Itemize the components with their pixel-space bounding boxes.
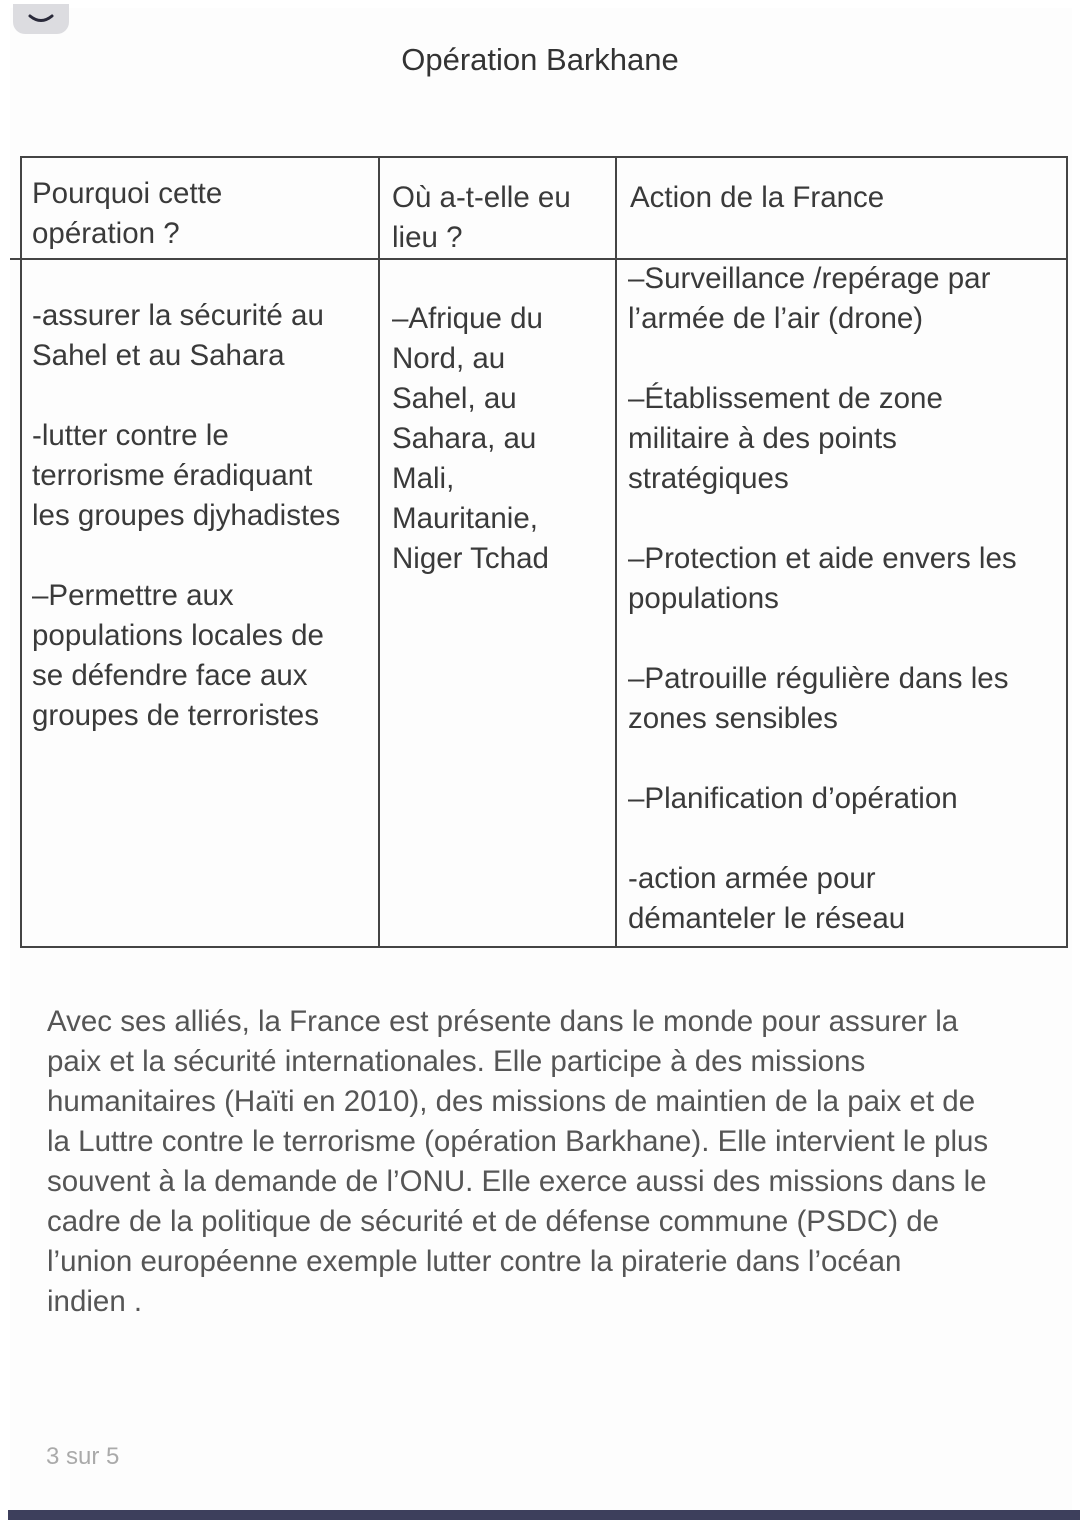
text-line: Mauritanie, — [392, 502, 538, 535]
column-divider — [378, 158, 380, 946]
text-line: -action armée pour — [628, 862, 876, 895]
text-line: Où a-t-elle eu — [392, 181, 571, 214]
cell-item — [630, 178, 884, 218]
paragraph-line: humanitaires (Haïti en 2010), des missions de maintien de la paix et de — [47, 1085, 976, 1118]
cell-item — [32, 174, 222, 254]
text-line: Niger Tchad — [392, 542, 549, 575]
header-where — [392, 178, 571, 258]
page-title: Opération Barkhane — [401, 42, 679, 77]
text-line: terrorisme éradiquant — [32, 459, 313, 492]
header-action — [630, 178, 884, 218]
text-line: Sahel et au Sahara — [32, 339, 285, 372]
text-line: populations — [628, 582, 779, 615]
cell-item — [628, 379, 1017, 499]
page-indicator: 3 sur 5 — [46, 1443, 120, 1470]
cell-item — [628, 659, 1017, 739]
text-line: populations locales de — [32, 619, 324, 652]
text-line: lieu ? — [392, 221, 463, 254]
text-line: stratégiques — [628, 462, 789, 495]
text-line: –Établissement de zone — [628, 382, 943, 415]
text-line: Pourquoi cette — [32, 177, 223, 210]
collapse-button[interactable] — [13, 4, 69, 34]
summary-paragraph — [47, 1002, 988, 1322]
text-line: Sahel, au — [392, 382, 517, 415]
cell-item — [628, 779, 1017, 819]
text-line: les groupes djyhadistes — [32, 499, 341, 532]
cell-item — [628, 259, 1017, 339]
paragraph-line: Avec ses alliés, la France est présente dans le monde pour assurer la — [47, 1005, 959, 1038]
text-line: opération ? — [32, 217, 180, 250]
header-why — [32, 174, 222, 254]
text-line: se défendre face aux — [32, 659, 308, 692]
text-line: Sahara, au — [392, 422, 537, 455]
text-line: –Protection et aide envers les — [628, 542, 1017, 575]
cell-item — [32, 576, 340, 736]
paragraph-line: cadre de la politique de sécurité et de défense commune (PSDC) de — [47, 1205, 940, 1238]
text-line: –Planification d’opération — [628, 782, 958, 815]
operation-table — [20, 156, 1068, 948]
cell-item — [32, 296, 340, 376]
text-line: -lutter contre le — [32, 419, 229, 452]
text-line: l’armée de l’air (drone) — [628, 302, 924, 335]
column-action — [628, 259, 1017, 979]
column-where — [392, 299, 549, 619]
text-line: –Surveillance /repérage par — [628, 262, 991, 295]
chevron-down-icon — [27, 13, 55, 25]
text-line: groupes de terroristes — [32, 699, 319, 732]
text-line: -assurer la sécurité au — [32, 299, 324, 332]
column-why — [32, 296, 340, 776]
paragraph-line: indien . — [47, 1285, 143, 1318]
text-line: militaire à des points — [628, 422, 897, 455]
cell-item — [32, 416, 340, 536]
paragraph-line: souvent à la demande de l’ONU. Elle exerce aussi des missions dans le — [47, 1165, 987, 1198]
cell-item — [628, 859, 1017, 939]
cell-item — [392, 178, 571, 258]
paragraph-line: la Luttre contre le terrorisme (opération Barkhane). Elle intervient le plus — [47, 1125, 989, 1158]
text-line: Mali, — [392, 462, 455, 495]
cell-item — [628, 539, 1017, 619]
bottom-edge — [8, 1510, 1080, 1520]
column-divider — [615, 158, 617, 946]
paragraph-line: l’union européenne exemple lutter contre la piraterie dans l’océan — [47, 1245, 902, 1278]
text-line: –Patrouille régulière dans les — [628, 662, 1009, 695]
text-line: démanteler le réseau — [628, 902, 906, 935]
text-line: –Afrique du — [392, 302, 543, 335]
text-line: zones sensibles — [628, 702, 838, 735]
paragraph-line: paix et la sécurité internationales. Elle participe à des missions — [47, 1045, 866, 1078]
text-line: –Permettre aux — [32, 579, 234, 612]
cell-item — [392, 299, 549, 579]
text-line: Nord, au — [392, 342, 506, 375]
text-line: Action de la France — [630, 181, 885, 214]
